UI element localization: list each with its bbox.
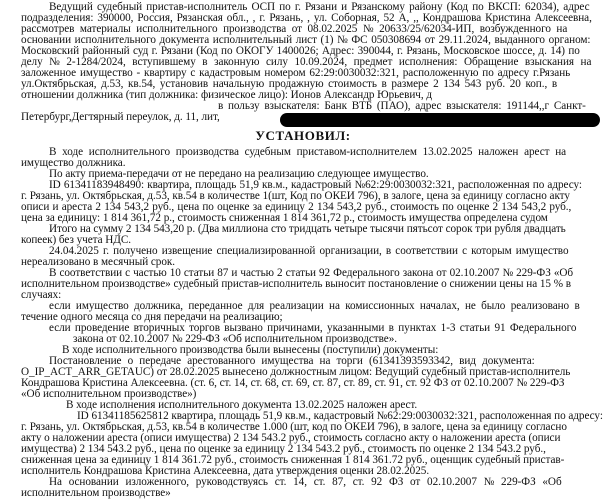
body-line: закона от 02.10.2007 № 229-ФЗ «Об исполнительном производстве».	[73, 333, 398, 345]
intro-line: ул.Октябрьская, д.53, кв.54, установив начальную продажную стоимость в размере 2 134 543 руб. 20 коп., в	[21, 78, 558, 90]
body-line: В ходе исполнения исполнительного документа 13.02.2025 наложен арест.	[66, 399, 418, 411]
body-line: В ходе исполнительного производства судебным приставом-исполнителем 13.02.2025 наложен арест на	[49, 146, 567, 158]
intro-line: Московский районный суд г. Рязани (Код по ОКОГУ 1400026; Адрес: 390044, г. Рязань, Московское шоссе, д. 14) по	[21, 45, 580, 57]
body-line: имущество должника.	[21, 157, 126, 169]
body-line: исполнительном производстве»	[21, 487, 171, 499]
body-line: цена за единицу: 1 814 361,72 р., стоимость сниженная 1 814 361,72 р., стоимость имущества определена судом	[21, 212, 548, 224]
body-line: В соответствии с частью 10 статьи 87 и частью 2 статьи 92 Федерального закона от 02.10.2007 № 229-ФЗ «Об	[49, 267, 574, 279]
body-line: O_IP_ACT_ARR_GETAUC) от 28.02.2025 вынесено должностным лицом: Ведущий судебный пристав-исполнитель	[21, 366, 571, 378]
body-line: акту о наложении ареста (описи имущества) 2 134 543.2 руб., стоимость согласно акту о наложении ареста (описи	[21, 432, 561, 444]
intro-line: заложенное имущество - квартиру с кадастровым номером 62:29:0030032:321, расположенную по адресу г.Рязань	[21, 67, 571, 79]
body-line: На основании изложенного, руководствуясь ст. 14, ст. 87, ст. 92 ФЗ от 02.10.2007 № 229-ФЗ «Об	[49, 476, 562, 488]
body-line: описи и ареста 2 134 543,2 руб., цена по оценке за единицу 2 134 543,2 руб., стоимость по оценке 2 134 543,2 руб.,	[21, 201, 572, 213]
intro-line: отношении должника (тип должника: физическое лицо): Ионов Александр Юрьевич, д	[21, 89, 432, 101]
body-line: нереализовано в месячный срок.	[21, 256, 176, 268]
body-line: В ходе исполнительного производства были вынесены (поступили) документы:	[62, 344, 439, 356]
body-line: Итого на сумму 2 134 543,20 р. (Два миллиона сто тридцать четыре тысячи пятьсот сорок три рубля двадцать	[49, 223, 566, 235]
body-line: ID 61341183948490: квартира, площадь 51,9 кв.м., кадастровый №62:29:0030032:321, расположенная по адресу:	[49, 179, 582, 191]
intro-line: делу № 2-1284/2024, вступившему в законную силу 10.09.2024, предмет исполнения: Обращение взыскания на	[21, 56, 592, 68]
body-line: сниженная цена за единицу 1 814 361.72 руб., стоимость сниженная 1 814 361.72 руб., оценщик судебный пристав-	[21, 454, 565, 466]
body-line: г. Рязань, ул. Октябрьская, д.53, кв.54 в количестве 1.000 (шт, код по ОКЕИ 796), в залоге, цена за единицу согласно	[21, 421, 567, 433]
body-line: По акту приема-передачи от не передано на реализацию следующее имущество.	[49, 168, 429, 180]
body-line: течение одного месяца со дня передачи на реализацию;	[21, 311, 283, 323]
intro-line: Ведущий судебный пристав-исполнитель ОСП по г. Рязани и Рязанскому району (Код по ВКСП: 62034), адрес	[49, 1, 590, 13]
section-heading: УСТАНОВИЛ:	[255, 128, 351, 143]
body-line: 24.04.2025 г. получено извещение специализированной организации, в соответствии с которым имущество	[49, 245, 569, 257]
body-line: исполнитель Кондрашова Кристина Алексеевна, дата утверждения оценки 28.02.2025.	[21, 465, 430, 477]
intro-line: Петербург,Дегтярный переулок, д. 11, лит,	[21, 111, 220, 123]
body-line: г. Рязань, ул. Октябрьская, д.53, кв.54 в количестве 1(шт, Код по ОКЕИ 796), в залоге, цена за единицу согласно акту	[21, 190, 570, 202]
redaction-bar	[280, 113, 600, 127]
body-line: Постановление о передаче арестованного имущества на торги (61341393593342, вид документа:	[49, 355, 535, 367]
intro-line: подразделения: 390000, Россия, Рязанская обл., , г. Рязань, , ул. Соборная, 52 А, ,, Кондрашова Кристина Алексеевна,	[21, 12, 592, 24]
body-line: если имущество должника, переданное для реализации на комиссионных началах, не было реализовано в	[49, 300, 580, 312]
body-line: случаях:	[21, 289, 62, 301]
body-line: исполнительном производстве» судебный пристав-исполнитель выносит постановление о снижении цены на 15 % в	[21, 278, 571, 290]
body-line: копеек) без учета НДС.	[21, 234, 132, 246]
intro-line: рассмотрев материалы исполнительного производства от 08.02.2025 № 20633/25/62034-ИП, возбужденного на	[21, 23, 568, 35]
body-line: Кондрашова Кристина Алексеевна. (ст. 6, ст. 14, ст. 68, ст. 69, ст. 87, ст. 89, ст. 91, ст. 92 ФЗ от 02.10.2007 № 229-ФЗ	[21, 377, 565, 389]
body-line: ID 61341185625812 квартира, площадь 51,9 кв.м., кадастровый №62:29:0030032:321, расположенная по адресу:	[77, 410, 603, 422]
body-line: если проведение вторичных торгов вызвано причинами, указанными в пунктах 1-3 статьи 91 Федерального	[49, 322, 577, 334]
body-line: имущества) 2 134 543.2 руб., цена по оценке за единицу 2 134 543.2 руб., стоимость по оценке 2 134 543.2 руб.,	[21, 443, 546, 455]
intro-line: в пользу взыскателя: Банк ВТБ (ПАО), адрес взыскателя: 191144,,г Санкт-	[218, 100, 586, 112]
body-line: «Об исполнительном производстве»)	[21, 388, 197, 400]
intro-line: основании исполнительного документа исполнительный лист (1) № ФС 050308694 от 29.11.2024, выданного органом:	[21, 34, 591, 46]
